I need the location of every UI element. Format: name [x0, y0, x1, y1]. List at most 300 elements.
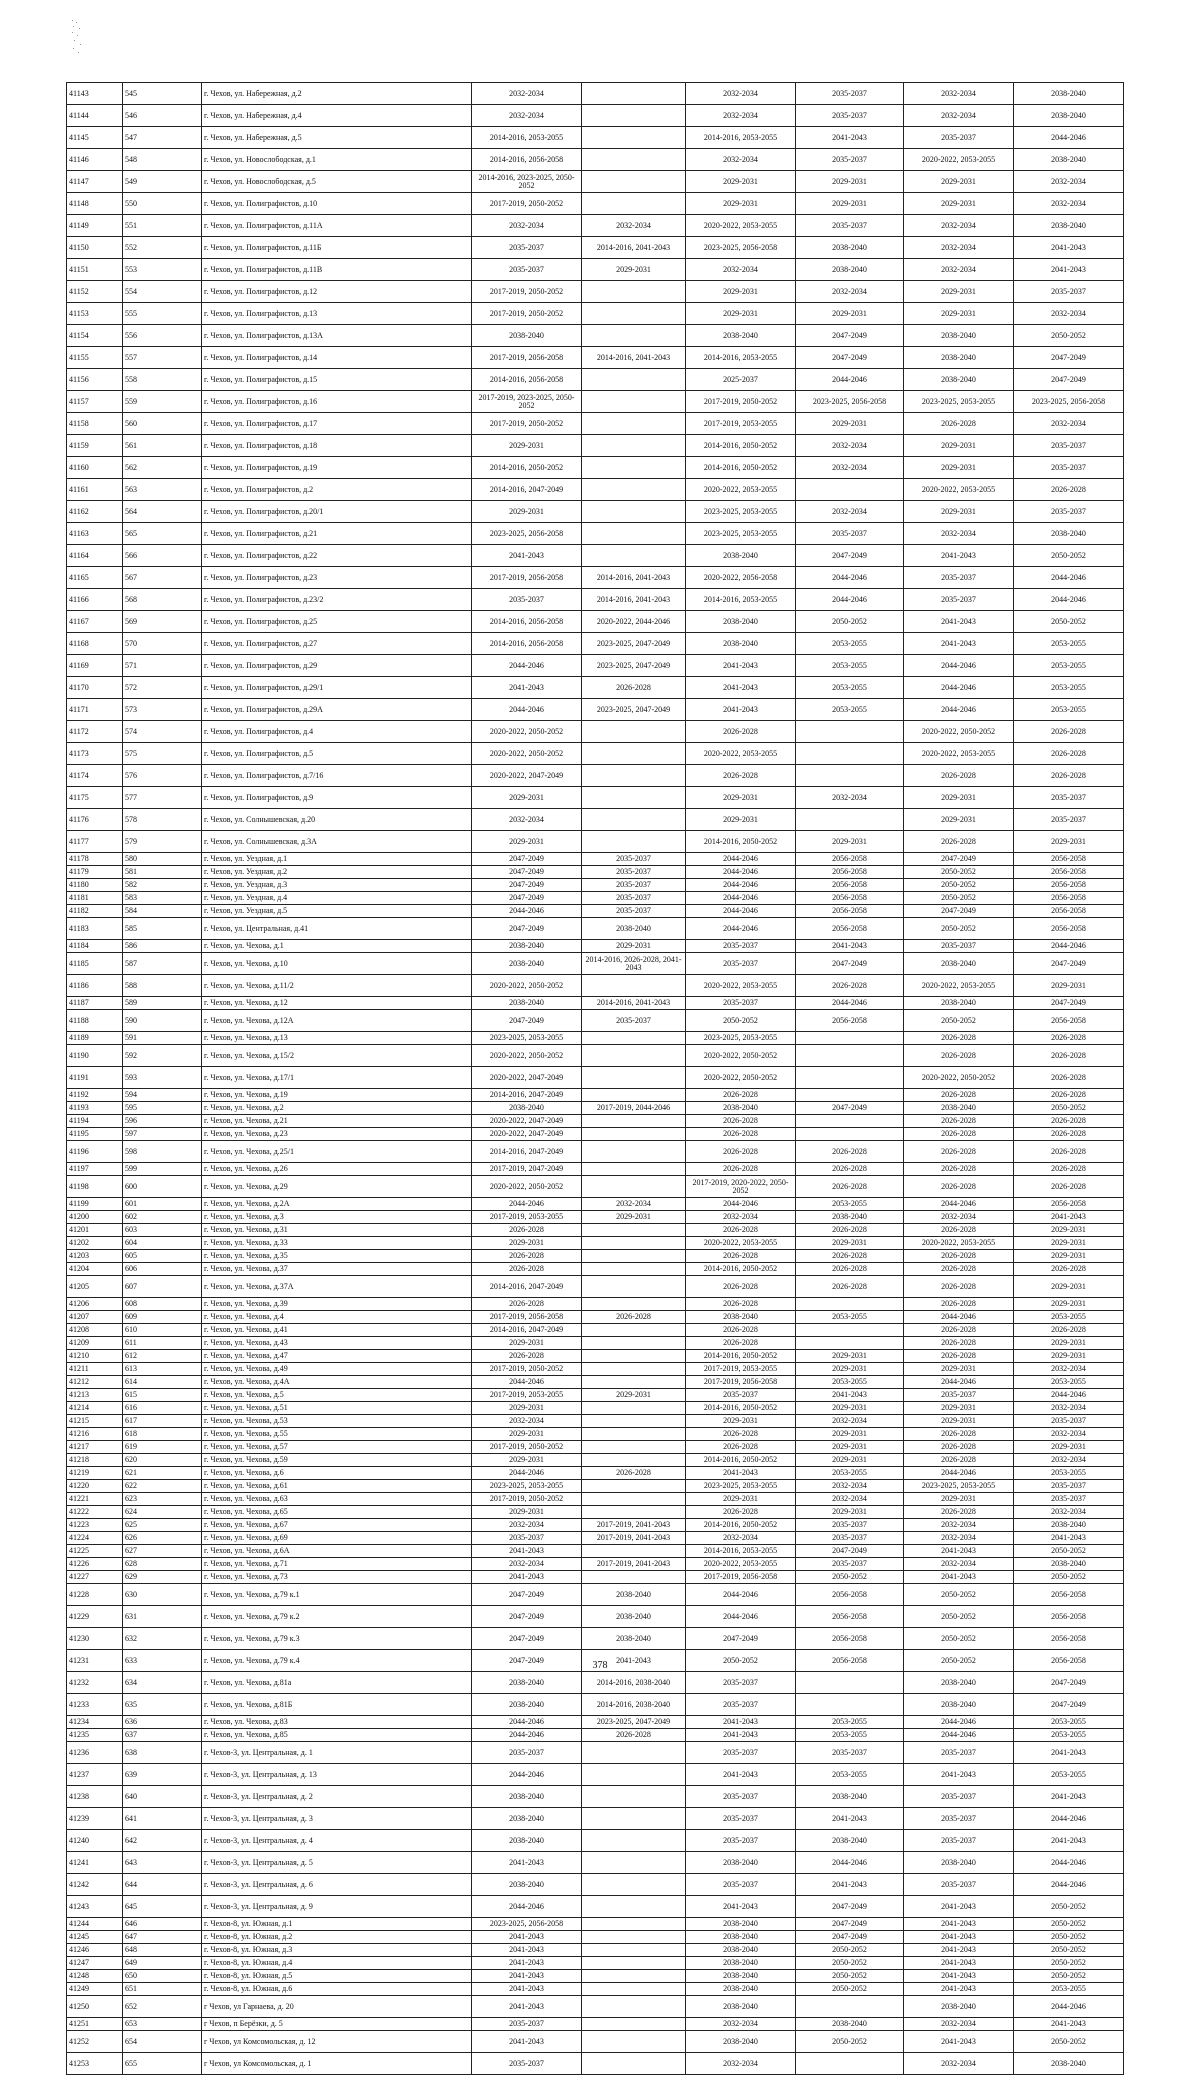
- address-cell: г Чехов, ул Гарнаева, д. 20: [202, 1996, 472, 2018]
- address-cell: г. Чехов, ул. Солнышевская, д.20: [202, 809, 472, 831]
- period-4-cell: 2044-2046: [796, 369, 904, 391]
- table-row: [67, 699, 1124, 721]
- period-2-cell: [582, 721, 686, 743]
- period-6-cell: 2026-2028: [1014, 479, 1124, 501]
- table-row: [67, 1141, 1124, 1163]
- row-id-cell: 41164: [67, 545, 123, 567]
- period-2-cell: [582, 1441, 686, 1454]
- table-row: [67, 1211, 1124, 1224]
- period-3-cell: 2038-2040: [686, 633, 796, 655]
- period-4-cell: 2050-2052: [796, 1957, 904, 1970]
- entry-number-cell: 591: [123, 1032, 202, 1045]
- period-5-cell: 2044-2046: [904, 677, 1014, 699]
- address-cell: г. Чехов, ул. Чехова, д.49: [202, 1363, 472, 1376]
- period-4-cell: 2050-2052: [796, 2031, 904, 2053]
- entry-number-cell: 612: [123, 1350, 202, 1363]
- period-6-cell: 2038-2040: [1014, 1558, 1124, 1571]
- period-2-cell: [582, 743, 686, 765]
- period-4-cell: 2056-2058: [796, 918, 904, 940]
- table-row: [67, 457, 1124, 479]
- address-cell: г. Чехов, ул. Чехова, д.4А: [202, 1376, 472, 1389]
- row-id-cell: 41196: [67, 1141, 123, 1163]
- row-id-cell: 41186: [67, 975, 123, 997]
- row-id-cell: 41221: [67, 1493, 123, 1506]
- entry-number-cell: 560: [123, 413, 202, 435]
- period-2-cell: [582, 1089, 686, 1102]
- period-3-cell: 2041-2043: [686, 1467, 796, 1480]
- period-2-cell: 2029-2031: [582, 1389, 686, 1402]
- period-5-cell: 2038-2040: [904, 369, 1014, 391]
- entry-number-cell: 546: [123, 105, 202, 127]
- period-6-cell: 2050-2052: [1014, 1545, 1124, 1558]
- entry-number-cell: 650: [123, 1970, 202, 1983]
- period-6-cell: 2035-2037: [1014, 457, 1124, 479]
- period-1-cell: 2017-2019, 2050-2052: [472, 193, 582, 215]
- period-4-cell: 2050-2052: [796, 1944, 904, 1957]
- period-5-cell: 2029-2031: [904, 787, 1014, 809]
- period-2-cell: 2038-2040: [582, 1584, 686, 1606]
- row-id-cell: 41178: [67, 853, 123, 866]
- table-row: [67, 765, 1124, 787]
- period-2-cell: [582, 1324, 686, 1337]
- period-6-cell: 2056-2058: [1014, 1650, 1124, 1672]
- period-3-cell: 2023-2025, 2053-2055: [686, 1032, 796, 1045]
- period-6-cell: 2050-2052: [1014, 1970, 1124, 1983]
- period-5-cell: 2032-2034: [904, 259, 1014, 281]
- period-3-cell: 2020-2022, 2053-2055: [686, 1558, 796, 1571]
- period-3-cell: 2038-2040: [686, 545, 796, 567]
- address-cell: г. Чехов-8, ул. Южная, д.5: [202, 1970, 472, 1983]
- period-4-cell: [796, 765, 904, 787]
- period-4-cell: 2026-2028: [796, 1250, 904, 1263]
- period-6-cell: 2029-2031: [1014, 1276, 1124, 1298]
- period-2-cell: 2017-2019, 2041-2043: [582, 1558, 686, 1571]
- period-6-cell: 2047-2049: [1014, 997, 1124, 1010]
- row-id-cell: 41230: [67, 1628, 123, 1650]
- period-3-cell: 2023-2025, 2056-2058: [686, 237, 796, 259]
- period-4-cell: 2041-2043: [796, 1874, 904, 1896]
- entry-number-cell: 568: [123, 589, 202, 611]
- period-2-cell: [582, 1263, 686, 1276]
- period-2-cell: 2029-2031: [582, 940, 686, 953]
- table-row: [67, 879, 1124, 892]
- period-3-cell: 2020-2022, 2053-2055: [686, 479, 796, 501]
- row-id-cell: 41209: [67, 1337, 123, 1350]
- period-4-cell: [796, 1672, 904, 1694]
- period-3-cell: 2032-2034: [686, 105, 796, 127]
- address-cell: г. Чехов, ул. Чехова, д.11/2: [202, 975, 472, 997]
- period-2-cell: [582, 413, 686, 435]
- period-1-cell: 2017-2019, 2047-2049: [472, 1163, 582, 1176]
- period-1-cell: 2041-2043: [472, 1970, 582, 1983]
- period-2-cell: [582, 1276, 686, 1298]
- period-4-cell: 2029-2031: [796, 1454, 904, 1467]
- entry-number-cell: 592: [123, 1045, 202, 1067]
- row-id-cell: 41203: [67, 1250, 123, 1263]
- period-5-cell: 2035-2037: [904, 567, 1014, 589]
- entry-number-cell: 640: [123, 1786, 202, 1808]
- period-4-cell: 2035-2037: [796, 1532, 904, 1545]
- address-cell: г. Чехов, ул. Полиграфистов, д.21: [202, 523, 472, 545]
- row-id-cell: 41143: [67, 83, 123, 105]
- period-6-cell: 2053-2055: [1014, 1983, 1124, 1996]
- table-row: [67, 866, 1124, 879]
- period-4-cell: 2026-2028: [796, 1224, 904, 1237]
- period-6-cell: 2056-2058: [1014, 905, 1124, 918]
- period-5-cell: 2026-2028: [904, 1454, 1014, 1467]
- period-4-cell: [796, 721, 904, 743]
- period-1-cell: 2017-2019, 2056-2058: [472, 567, 582, 589]
- period-2-cell: [582, 1970, 686, 1983]
- period-6-cell: 2044-2046: [1014, 127, 1124, 149]
- entry-number-cell: 557: [123, 347, 202, 369]
- row-id-cell: 41195: [67, 1128, 123, 1141]
- table-row: [67, 171, 1124, 193]
- period-4-cell: 2041-2043: [796, 1808, 904, 1830]
- period-4-cell: 2053-2055: [796, 1764, 904, 1786]
- period-5-cell: 2029-2031: [904, 1415, 1014, 1428]
- table-row: [67, 1441, 1124, 1454]
- period-3-cell: 2032-2034: [686, 1532, 796, 1545]
- entry-number-cell: 615: [123, 1389, 202, 1402]
- entry-number-cell: 596: [123, 1115, 202, 1128]
- period-3-cell: 2026-2028: [686, 1441, 796, 1454]
- table-row: [67, 611, 1124, 633]
- entry-number-cell: 635: [123, 1694, 202, 1716]
- address-cell: г. Чехов, ул. Чехова, д.63: [202, 1493, 472, 1506]
- period-1-cell: 2014-2016, 2047-2049: [472, 479, 582, 501]
- table-row: [67, 997, 1124, 1010]
- period-2-cell: 2020-2022, 2044-2046: [582, 611, 686, 633]
- period-2-cell: 2029-2031: [582, 1211, 686, 1224]
- period-6-cell: 2035-2037: [1014, 281, 1124, 303]
- period-1-cell: 2020-2022, 2050-2052: [472, 743, 582, 765]
- row-id-cell: 41163: [67, 523, 123, 545]
- period-4-cell: 2035-2037: [796, 215, 904, 237]
- table-row: [67, 281, 1124, 303]
- address-cell: г. Чехов, ул. Полиграфистов, д.14: [202, 347, 472, 369]
- address-cell: г Чехов, ул Комсомольская, д. 12: [202, 2031, 472, 2053]
- entry-number-cell: 554: [123, 281, 202, 303]
- period-2-cell: [582, 1115, 686, 1128]
- period-1-cell: 2032-2034: [472, 1558, 582, 1571]
- period-4-cell: 2044-2046: [796, 567, 904, 589]
- period-6-cell: 2050-2052: [1014, 1957, 1124, 1970]
- period-4-cell: 2026-2028: [796, 1163, 904, 1176]
- entry-number-cell: 603: [123, 1224, 202, 1237]
- period-6-cell: 2041-2043: [1014, 2018, 1124, 2031]
- period-4-cell: 2032-2034: [796, 457, 904, 479]
- period-2-cell: [582, 1808, 686, 1830]
- row-id-cell: 41165: [67, 567, 123, 589]
- table-row: [67, 1808, 1124, 1830]
- period-2-cell: [582, 457, 686, 479]
- address-cell: г. Чехов, ул. Чехова, д.83: [202, 1716, 472, 1729]
- row-id-cell: 41199: [67, 1198, 123, 1211]
- period-5-cell: 2041-2043: [904, 1970, 1014, 1983]
- period-2-cell: 2032-2034: [582, 215, 686, 237]
- period-3-cell: 2029-2031: [686, 1493, 796, 1506]
- row-id-cell: 41216: [67, 1428, 123, 1441]
- address-cell: г. Чехов, ул. Чехова, д.35: [202, 1250, 472, 1263]
- period-1-cell: 2044-2046: [472, 1467, 582, 1480]
- page-number: 378: [592, 1660, 608, 1671]
- period-6-cell: 2044-2046: [1014, 940, 1124, 953]
- period-1-cell: 2029-2031: [472, 1506, 582, 1519]
- period-5-cell: 2029-2031: [904, 1363, 1014, 1376]
- period-5-cell: 2020-2022, 2050-2052: [904, 1067, 1014, 1089]
- period-6-cell: 2038-2040: [1014, 83, 1124, 105]
- period-5-cell: 2026-2028: [904, 1506, 1014, 1519]
- row-id-cell: 41204: [67, 1263, 123, 1276]
- period-6-cell: 2041-2043: [1014, 1532, 1124, 1545]
- row-id-cell: 41245: [67, 1931, 123, 1944]
- row-id-cell: 41147: [67, 171, 123, 193]
- period-1-cell: 2020-2022, 2050-2052: [472, 1176, 582, 1198]
- period-6-cell: 2029-2031: [1014, 831, 1124, 853]
- period-6-cell: 2026-2028: [1014, 1115, 1124, 1128]
- entry-number-cell: 566: [123, 545, 202, 567]
- period-6-cell: 2029-2031: [1014, 1224, 1124, 1237]
- period-3-cell: 2041-2043: [686, 677, 796, 699]
- period-5-cell: 2020-2022, 2050-2052: [904, 721, 1014, 743]
- row-id-cell: 41162: [67, 501, 123, 523]
- row-id-cell: 41153: [67, 303, 123, 325]
- period-4-cell: 2035-2037: [796, 105, 904, 127]
- row-id-cell: 41144: [67, 105, 123, 127]
- period-3-cell: 2026-2028: [686, 1428, 796, 1441]
- period-6-cell: 2038-2040: [1014, 1519, 1124, 1532]
- period-1-cell: 2020-2022, 2050-2052: [472, 1045, 582, 1067]
- address-cell: г. Чехов, ул. Полиграфистов, д.19: [202, 457, 472, 479]
- entry-number-cell: 633: [123, 1650, 202, 1672]
- period-4-cell: 2029-2031: [796, 1350, 904, 1363]
- period-4-cell: 2053-2055: [796, 1716, 904, 1729]
- entry-number-cell: 549: [123, 171, 202, 193]
- period-3-cell: 2026-2028: [686, 1224, 796, 1237]
- entry-number-cell: 553: [123, 259, 202, 281]
- entry-number-cell: 655: [123, 2053, 202, 2075]
- schedule-table: [66, 82, 1124, 2075]
- entry-number-cell: 621: [123, 1467, 202, 1480]
- entry-number-cell: 618: [123, 1428, 202, 1441]
- period-6-cell: 2038-2040: [1014, 2053, 1124, 2075]
- period-1-cell: 2017-2019, 2053-2055: [472, 1211, 582, 1224]
- period-3-cell: 2044-2046: [686, 879, 796, 892]
- table-row: [67, 1944, 1124, 1957]
- period-5-cell: 2041-2043: [904, 1944, 1014, 1957]
- period-2-cell: 2035-2037: [582, 892, 686, 905]
- period-1-cell: 2029-2031: [472, 1402, 582, 1415]
- entry-number-cell: 570: [123, 633, 202, 655]
- period-3-cell: 2026-2028: [686, 1115, 796, 1128]
- period-5-cell: 2029-2031: [904, 1402, 1014, 1415]
- period-3-cell: 2029-2031: [686, 809, 796, 831]
- row-id-cell: 41233: [67, 1694, 123, 1716]
- period-2-cell: [582, 1067, 686, 1089]
- entry-number-cell: 642: [123, 1830, 202, 1852]
- period-2-cell: 2023-2025, 2047-2049: [582, 699, 686, 721]
- period-6-cell: 2053-2055: [1014, 1729, 1124, 1742]
- period-2-cell: [582, 303, 686, 325]
- entry-number-cell: 593: [123, 1067, 202, 1089]
- period-2-cell: [582, 1141, 686, 1163]
- period-6-cell: 2026-2028: [1014, 1067, 1124, 1089]
- table-row: [67, 501, 1124, 523]
- row-id-cell: 41171: [67, 699, 123, 721]
- entry-number-cell: 589: [123, 997, 202, 1010]
- row-id-cell: 41176: [67, 809, 123, 831]
- period-5-cell: 2047-2049: [904, 853, 1014, 866]
- period-6-cell: 2026-2028: [1014, 1176, 1124, 1198]
- period-3-cell: 2038-2040: [686, 1852, 796, 1874]
- period-5-cell: 2026-2028: [904, 831, 1014, 853]
- period-1-cell: 2047-2049: [472, 866, 582, 879]
- period-2-cell: 2014-2016, 2041-2043: [582, 237, 686, 259]
- row-id-cell: 41235: [67, 1729, 123, 1742]
- entry-number-cell: 583: [123, 892, 202, 905]
- period-1-cell: 2017-2019, 2050-2052: [472, 281, 582, 303]
- period-5-cell: 2035-2037: [904, 1786, 1014, 1808]
- period-2-cell: 2014-2016, 2041-2043: [582, 347, 686, 369]
- row-id-cell: 41200: [67, 1211, 123, 1224]
- period-4-cell: [796, 2053, 904, 2075]
- period-3-cell: 2038-2040: [686, 325, 796, 347]
- entry-number-cell: 594: [123, 1089, 202, 1102]
- period-5-cell: 2050-2052: [904, 866, 1014, 879]
- address-cell: г. Чехов-3, ул. Центральная, д. 1: [202, 1742, 472, 1764]
- row-id-cell: 41247: [67, 1957, 123, 1970]
- entry-number-cell: 638: [123, 1742, 202, 1764]
- entry-number-cell: 605: [123, 1250, 202, 1263]
- period-3-cell: 2035-2037: [686, 1672, 796, 1694]
- period-1-cell: 2026-2028: [472, 1298, 582, 1311]
- period-1-cell: 2044-2046: [472, 1376, 582, 1389]
- period-5-cell: 2026-2028: [904, 765, 1014, 787]
- period-3-cell: 2050-2052: [686, 1010, 796, 1032]
- row-id-cell: 41202: [67, 1237, 123, 1250]
- period-2-cell: [582, 1480, 686, 1493]
- row-id-cell: 41207: [67, 1311, 123, 1324]
- period-5-cell: 2020-2022, 2053-2055: [904, 743, 1014, 765]
- row-id-cell: 41241: [67, 1852, 123, 1874]
- period-1-cell: 2047-2049: [472, 1584, 582, 1606]
- period-5-cell: 2023-2025, 2053-2055: [904, 391, 1014, 413]
- address-cell: г. Чехов, ул. Чехова, д.1: [202, 940, 472, 953]
- table-row: [67, 1558, 1124, 1571]
- period-1-cell: 2041-2043: [472, 1852, 582, 1874]
- period-1-cell: 2029-2031: [472, 1454, 582, 1467]
- period-6-cell: 2026-2028: [1014, 1089, 1124, 1102]
- period-5-cell: 2038-2040: [904, 953, 1014, 975]
- address-cell: г. Чехов, ул. Чехова, д.67: [202, 1519, 472, 1532]
- table-row: [67, 1298, 1124, 1311]
- address-cell: г. Чехов, ул. Полиграфистов, д.5: [202, 743, 472, 765]
- address-cell: г. Чехов, ул. Чехова, д.4: [202, 1311, 472, 1324]
- period-4-cell: 2047-2049: [796, 347, 904, 369]
- entry-number-cell: 651: [123, 1983, 202, 1996]
- table-row: [67, 2031, 1124, 2053]
- period-1-cell: 2032-2034: [472, 83, 582, 105]
- period-4-cell: [796, 1996, 904, 2018]
- entry-number-cell: 547: [123, 127, 202, 149]
- period-1-cell: 2023-2025, 2053-2055: [472, 1480, 582, 1493]
- period-2-cell: 2014-2016, 2038-2040: [582, 1672, 686, 1694]
- row-id-cell: 41191: [67, 1067, 123, 1089]
- entry-number-cell: 567: [123, 567, 202, 589]
- table-row: [67, 743, 1124, 765]
- period-4-cell: [796, 1128, 904, 1141]
- table-row: [67, 655, 1124, 677]
- period-6-cell: 2032-2034: [1014, 413, 1124, 435]
- entry-number-cell: 575: [123, 743, 202, 765]
- period-1-cell: 2041-2043: [472, 2031, 582, 2053]
- table-row: [67, 413, 1124, 435]
- period-3-cell: 2044-2046: [686, 853, 796, 866]
- period-6-cell: 2026-2028: [1014, 721, 1124, 743]
- period-2-cell: [582, 1415, 686, 1428]
- period-6-cell: 2044-2046: [1014, 1852, 1124, 1874]
- period-5-cell: 2044-2046: [904, 1467, 1014, 1480]
- period-4-cell: 2056-2058: [796, 1010, 904, 1032]
- table-row: [67, 831, 1124, 853]
- period-2-cell: [582, 1250, 686, 1263]
- address-cell: г. Чехов-3, ул. Центральная, д. 5: [202, 1852, 472, 1874]
- period-6-cell: 2026-2028: [1014, 1128, 1124, 1141]
- period-6-cell: 2035-2037: [1014, 435, 1124, 457]
- period-3-cell: 2029-2031: [686, 171, 796, 193]
- period-2-cell: [582, 1163, 686, 1176]
- period-4-cell: 2044-2046: [796, 589, 904, 611]
- period-6-cell: 2056-2058: [1014, 879, 1124, 892]
- period-2-cell: [582, 281, 686, 303]
- table-row: [67, 567, 1124, 589]
- period-5-cell: 2041-2043: [904, 611, 1014, 633]
- table-row: [67, 1176, 1124, 1198]
- entry-number-cell: 648: [123, 1944, 202, 1957]
- table-row: [67, 1350, 1124, 1363]
- entry-number-cell: 580: [123, 853, 202, 866]
- entry-number-cell: 629: [123, 1571, 202, 1584]
- period-6-cell: 2032-2034: [1014, 1363, 1124, 1376]
- period-3-cell: 2032-2034: [686, 83, 796, 105]
- address-cell: г. Чехов, ул. Чехова, д.2А: [202, 1198, 472, 1211]
- period-4-cell: 2050-2052: [796, 611, 904, 633]
- period-6-cell: 2053-2055: [1014, 699, 1124, 721]
- entry-number-cell: 564: [123, 501, 202, 523]
- period-2-cell: 2026-2028: [582, 1467, 686, 1480]
- address-cell: г. Чехов, ул. Чехова, д.33: [202, 1237, 472, 1250]
- period-2-cell: [582, 369, 686, 391]
- period-4-cell: 2038-2040: [796, 1211, 904, 1224]
- row-id-cell: 41159: [67, 435, 123, 457]
- period-3-cell: 2032-2034: [686, 149, 796, 171]
- period-5-cell: 2044-2046: [904, 1376, 1014, 1389]
- row-id-cell: 41174: [67, 765, 123, 787]
- period-2-cell: 2038-2040: [582, 1606, 686, 1628]
- entry-number-cell: 577: [123, 787, 202, 809]
- period-4-cell: 2050-2052: [796, 1571, 904, 1584]
- period-6-cell: 2038-2040: [1014, 523, 1124, 545]
- period-5-cell: 2041-2043: [904, 1957, 1014, 1970]
- row-id-cell: 41185: [67, 953, 123, 975]
- table-row: [67, 1224, 1124, 1237]
- address-cell: г. Чехов, ул. Полиграфистов, д.18: [202, 435, 472, 457]
- period-2-cell: [582, 1944, 686, 1957]
- address-cell: г. Чехов, ул. Чехова, д.6А: [202, 1545, 472, 1558]
- period-6-cell: 2056-2058: [1014, 1584, 1124, 1606]
- row-id-cell: 41188: [67, 1010, 123, 1032]
